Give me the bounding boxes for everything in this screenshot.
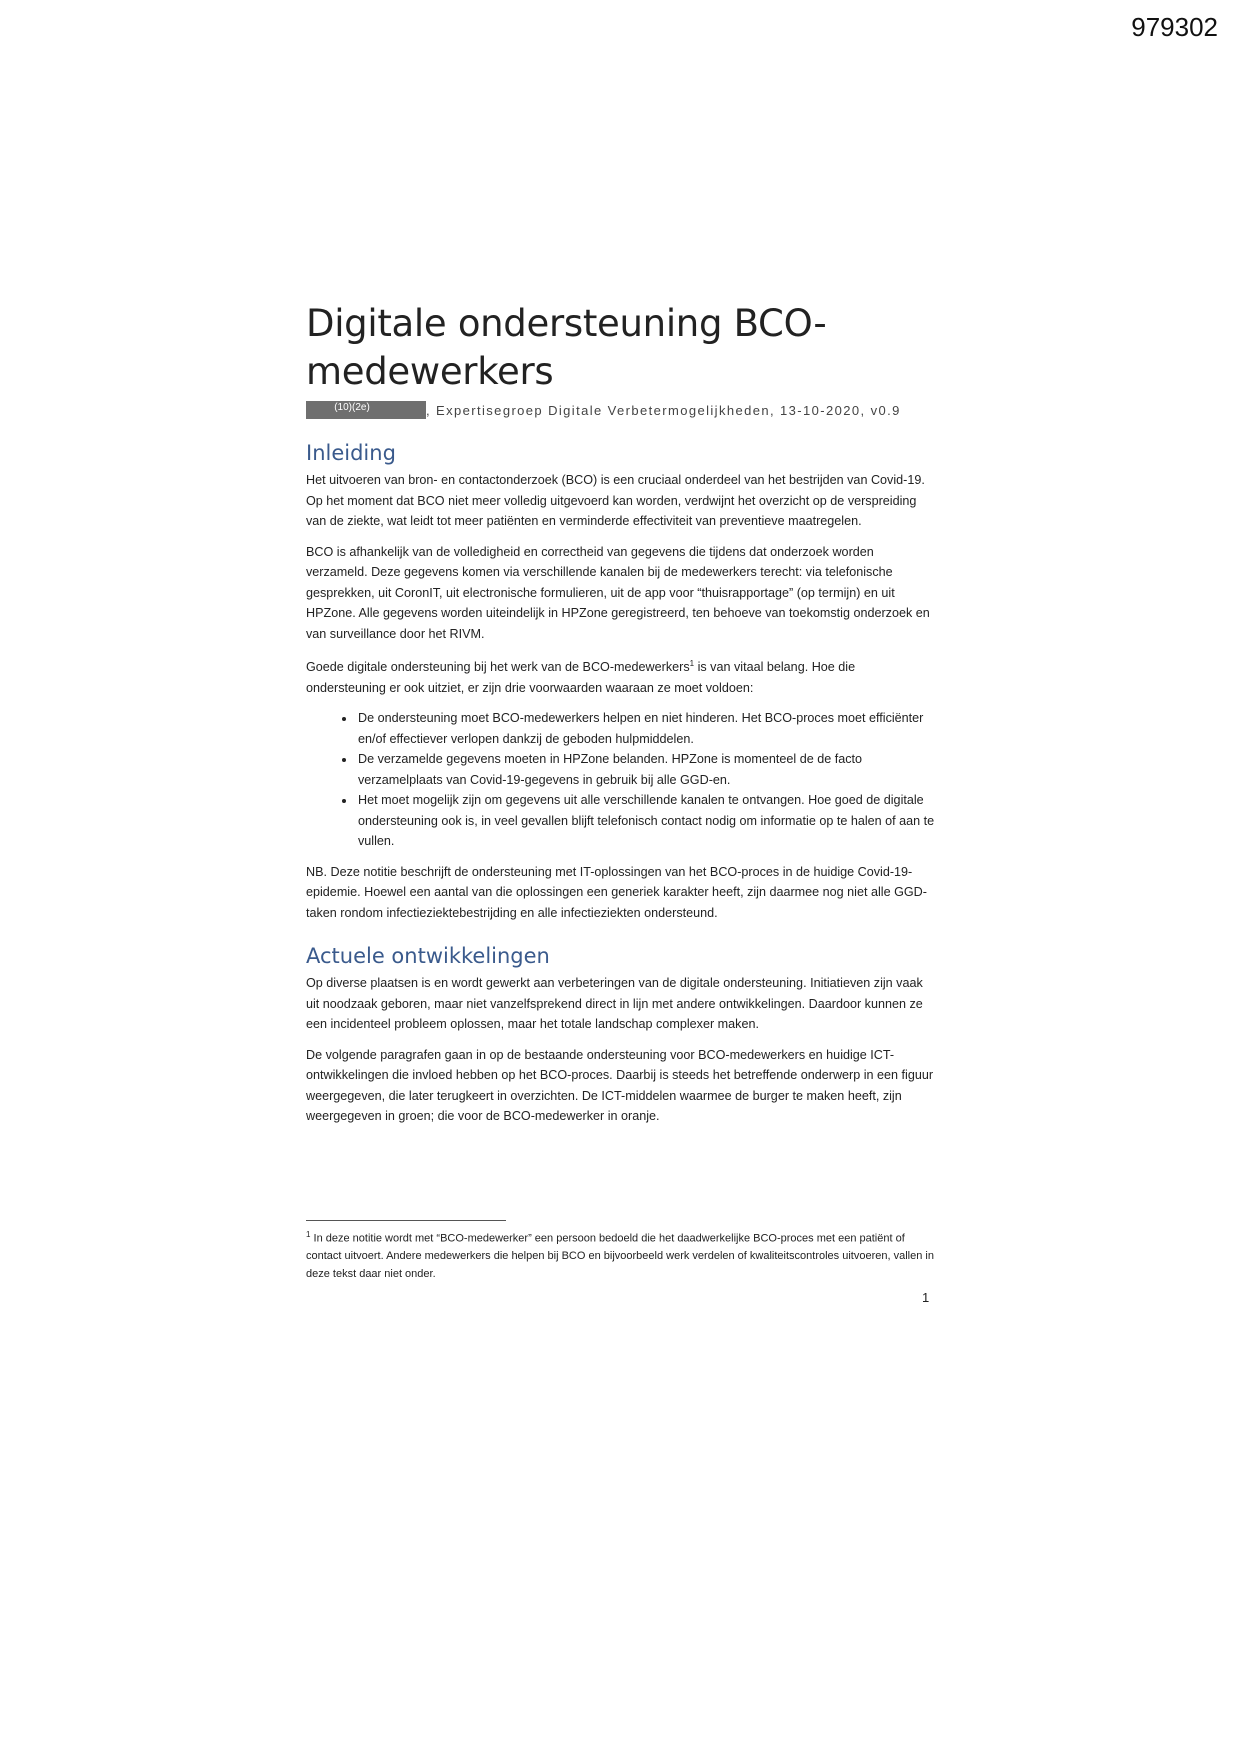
page-number: 1 xyxy=(922,1290,930,1305)
paragraph: De volgende paragrafen gaan in op de bestaande ondersteuning voor BCO-medewerkers en huidige ICT-ontwikkelingen die invloed hebben op het BCO-proces. Daarbij is steeds het betreffende onderwerp in een figuur weergegeven, die later terugkeert in overzichten. De ICT-middelen waarmee de burger te maken heeft, zijn weergegeven in groen; die voor de BCO-medewerker in oranje. xyxy=(306,1047,934,1124)
heading-actuele-ontwikkelingen: Actuele ontwikkelingen xyxy=(306,944,550,969)
paragraph-text: Goede digitale ondersteuning bij het werk van de BCO-medewerkers xyxy=(306,660,690,675)
page-title: Digitale ondersteuning BCO-medewerkers xyxy=(306,302,827,393)
paragraph: NB. Deze notitie beschrijft de ondersteuning met IT-oplossingen van het BCO-proces in de huidige Covid-19-epidemie. Hoewel een aantal van die oplossingen een generiek karakter heeft, zijn daarmee nog niet alle GGD-taken rondom infectieziektebestrijding en alle infectieziekten ondersteund. xyxy=(306,864,927,920)
byline-text: , Expertisegroep Digitale Verbetermogelijkheden, 13-10-2020, v0.9 xyxy=(426,402,901,418)
footnote-marker: 1 xyxy=(306,1230,311,1239)
list-item: • De ondersteuning moet BCO-medewerkers helpen en niet hinderen. Het BCO-proces moet efficiënter en/of effectiever verlopen dankzij de geboden hulpmiddelen. xyxy=(356,708,938,749)
heading-inleiding: Inleiding xyxy=(306,441,396,465)
footnote-text: In deze notitie wordt met “BCO-medewerker” een persoon bedoeld die het daadwerkelijke BCO-proces met een patiënt of contact uitvoert. Andere medewerkers die helpen bij BCO en bijvoorbeeld werk verdelen of kwaliteitscontroles uitvoeren, vallen in deze tekst daar niet onder. xyxy=(306,1232,934,1280)
footnote xyxy=(306,1226,938,1283)
footnote-ref[interactable]: 1 xyxy=(689,659,695,668)
paragraph xyxy=(306,654,938,698)
list-item: • Het moet mogelijk zijn om gegevens uit alle verschillende kanalen te ontvangen. Hoe goed de digitale ondersteuning ook is, in veel gevallen blijft telefonisch contact nodig om informatie op te halen of aan te vullen. xyxy=(356,790,938,852)
redaction-box xyxy=(306,401,426,419)
page-content xyxy=(306,300,938,1137)
paragraph: Het uitvoeren van bron- en contactonderzoek (BCO) is een cruciaal onderdeel van het bestrijden van Covid-19. Op het moment dat BCO niet meer volledig uitgevoerd kan worden, verdwijnt het overzicht op de verspreiding van de ziekte, wat leidt tot meer patiënten en verminderde effectiviteit van preventieve maatregelen. xyxy=(306,473,925,528)
conditions-list xyxy=(306,708,938,852)
paragraph: Op diverse plaatsen is en wordt gewerkt aan verbeteringen van de digitale ondersteuning. Initiatieven zijn vaak uit noodzaak geboren, maar niet vanzelfsprekend direct in lijn met andere ontwikkelingen. Daardoor kunnen ze een incidenteel probleem oplossen, maar het totale landschap complexer maken. xyxy=(306,976,923,1032)
byline xyxy=(306,400,938,420)
document-number: 979302 xyxy=(1131,12,1218,42)
list-item: • De verzamelde gegevens moeten in HPZone belanden. HPZone is momenteel de de facto verzamelplaats van Covid-19-gegevens in gebruik bij alle GGD-en. xyxy=(356,749,938,790)
paragraph-text: is van vitaal belang. Hoe die ondersteuning er ook uitziet, er zijn drie voorwaarden waaraan ze moet voldoen: xyxy=(306,660,856,695)
footnote-divider xyxy=(306,1220,506,1221)
redaction-label: (10)(2e) xyxy=(334,402,370,413)
paragraph: BCO is afhankelijk van de volledigheid en correctheid van gegevens die tijdens dat onderzoek worden verzameld. Deze gegevens komen via verschillende kanalen bij de medewerkers terecht: via telefonische gesprekken, uit CoronIT, uit electronische formulieren, uit de app voor “thuisrapportage” (op termijn) en uit HPZone. Alle gegevens worden uiteindelijk in HPZone geregistreerd, ten behoeve van toekomstig onderzoek en van surveillance door het RIVM. xyxy=(306,544,930,641)
